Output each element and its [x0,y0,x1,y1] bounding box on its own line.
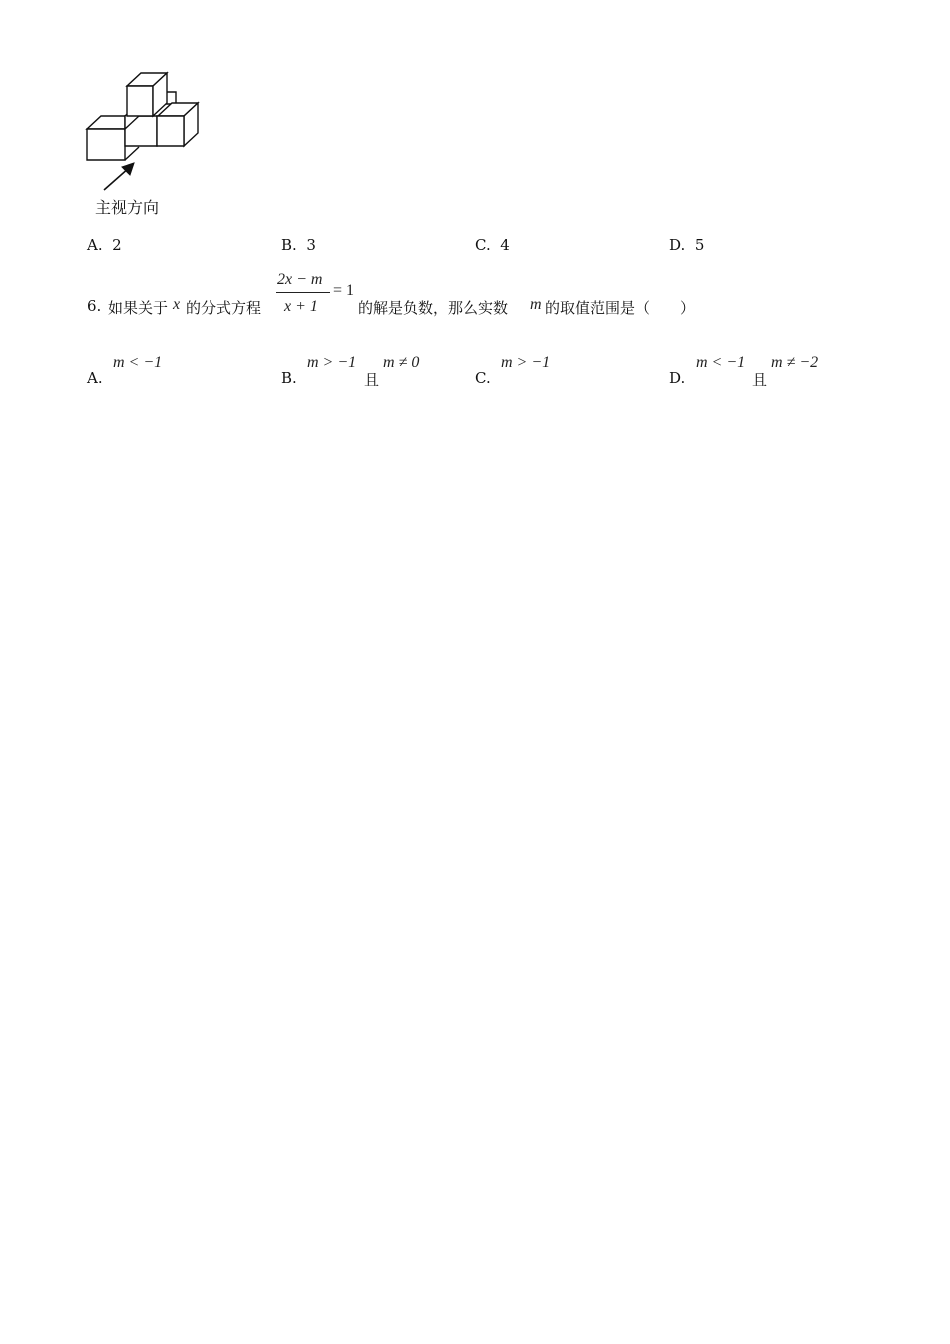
option-letter: B. [281,369,297,387]
option-letter: D. [669,236,686,254]
option-conjunction: 且 [752,371,768,389]
q5-option-b[interactable] [281,236,316,254]
option-letter: A. [87,369,103,387]
option-letter: B. [281,236,297,254]
q6-fraction-denominator: x + 1 [284,298,318,315]
q6-text-after: 的解是负数，那么实数 [358,299,509,317]
option-conjunction: 且 [364,371,380,389]
option-expr: m < −1 [696,354,746,371]
option-letter: D. [669,369,686,387]
q6-fraction-numerator: 2x − m [277,271,323,288]
q5-option-a[interactable] [87,236,122,254]
q6-var-x: x [173,296,181,313]
q6-text-before: 如果关于 [108,299,169,317]
option-value: 4 [500,236,510,254]
q6-text-end: 的取值范围是（ ） [545,299,696,317]
q6-var-m: m [530,296,542,313]
option-expr-2: m ≠ 0 [383,354,420,371]
fraction-bar [276,292,330,293]
option-letter: C. [475,369,491,387]
q5-option-d[interactable] [669,236,704,254]
figure-caption: 主视方向 [95,198,160,217]
q6-number: 6. [87,297,102,315]
option-value: 3 [306,236,316,254]
option-value: 2 [112,236,122,254]
option-expr: m < −1 [113,354,163,371]
option-expr: m > −1 [307,354,357,371]
option-letter: A. [87,236,103,254]
option-expr: m > −1 [501,354,551,371]
q6-fraction-rhs: = 1 [333,282,355,299]
cube-figure [80,66,210,196]
option-value: 5 [694,236,705,254]
option-expr-2: m ≠ −2 [771,354,819,371]
option-letter: C. [475,236,491,254]
q6-text-mid: 的分式方程 [186,299,262,317]
q5-option-c[interactable] [475,236,510,254]
